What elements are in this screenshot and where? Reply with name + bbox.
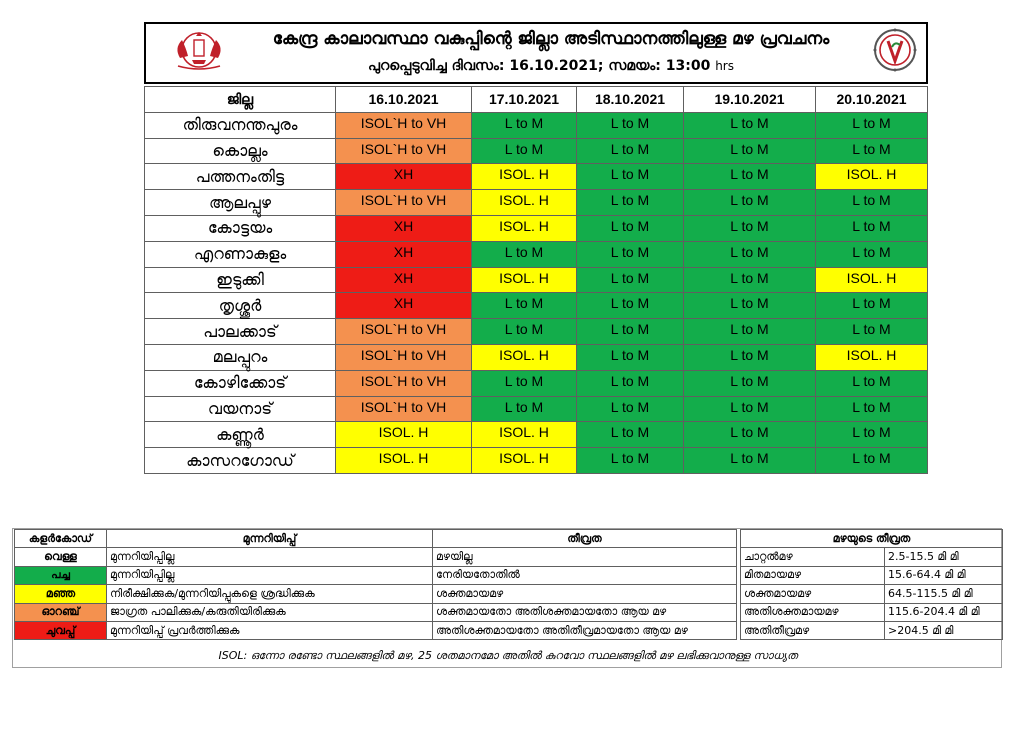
forecast-cell: L to M — [816, 241, 928, 267]
district-name: കാസറഗോഡ് — [145, 448, 336, 474]
forecast-cell: L to M — [816, 138, 928, 164]
forecast-cell: L to M — [577, 422, 684, 448]
legend-row — [15, 621, 737, 639]
forecast-cell: ISOL`H to VH — [336, 344, 472, 370]
forecast-cell: ISOL`H to VH — [336, 138, 472, 164]
forecast-cell: L to M — [577, 164, 684, 190]
intensity-category: അതിതീവ്രമഴ — [741, 621, 885, 639]
legend-color-code: ചുവപ്പ് — [15, 621, 107, 639]
district-row — [145, 422, 928, 448]
date-column-header: 20.10.2021 — [816, 87, 928, 113]
forecast-cell: L to M — [816, 112, 928, 138]
legend-row — [15, 548, 737, 566]
forecast-cell: ISOL. H — [472, 267, 577, 293]
forecast-cell: L to M — [472, 396, 577, 422]
district-name: തിരുവനന്തപുരം — [145, 112, 336, 138]
forecast-cell: L to M — [472, 138, 577, 164]
forecast-cell: L to M — [472, 370, 577, 396]
district-name: മലപ്പുറം — [145, 344, 336, 370]
legend-color-code: വെള്ള — [15, 548, 107, 566]
issue-date-time: പുറപ്പെടുവിച്ച ദിവസം: 16.10.2021; സമയം: 13:00 — [368, 58, 711, 74]
district-row — [145, 164, 928, 190]
intensity-range: 115.6-204.4 മി മി — [885, 603, 1003, 621]
forecast-cell: XH — [336, 241, 472, 267]
intensity-row — [741, 566, 1003, 584]
forecast-cell: L to M — [684, 293, 816, 319]
forecast-cell: L to M — [472, 112, 577, 138]
legend-color-code: ഓറഞ്ച് — [15, 603, 107, 621]
forecast-cell: L to M — [684, 319, 816, 345]
forecast-cell: L to M — [684, 164, 816, 190]
legend-warning: മുന്നറിയിപ്പില്ല — [107, 566, 433, 584]
forecast-cell: ISOL. H — [816, 164, 928, 190]
legend-warning: നിരീക്ഷിക്കുക/മുന്നറിയിപ്പുകളെ ശ്രദ്ധിക്കുക — [107, 585, 433, 603]
forecast-cell: L to M — [816, 190, 928, 216]
intensity-row — [741, 548, 1003, 566]
legend-row — [15, 585, 737, 603]
forecast-cell: L to M — [816, 293, 928, 319]
forecast-cell: L to M — [684, 241, 816, 267]
color-code-legend-table — [14, 529, 737, 640]
intensity-row — [741, 603, 1003, 621]
intensity-row — [741, 621, 1003, 639]
district-name: കോട്ടയം — [145, 215, 336, 241]
district-column-header: ജില്ല — [145, 87, 336, 113]
forecast-cell: L to M — [577, 190, 684, 216]
forecast-cell: XH — [336, 164, 472, 190]
legend-intensity: നേരിയതോതിൽ — [433, 566, 737, 584]
district-name: കണ്ണൂർ — [145, 422, 336, 448]
intensity-range: 2.5-15.5 മി മി — [885, 548, 1003, 566]
forecast-cell: L to M — [816, 448, 928, 474]
forecast-cell: L to M — [577, 344, 684, 370]
forecast-cell: L to M — [577, 448, 684, 474]
forecast-cell: L to M — [577, 112, 684, 138]
forecast-cell: L to M — [472, 319, 577, 345]
legend-color-code: പച്ച — [15, 566, 107, 584]
forecast-cell: ISOL. H — [816, 344, 928, 370]
district-row — [145, 396, 928, 422]
forecast-cell: L to M — [577, 267, 684, 293]
forecast-cell: ISOL`H to VH — [336, 370, 472, 396]
time-unit: hrs — [715, 59, 734, 73]
forecast-cell: ISOL. H — [472, 215, 577, 241]
district-name: എറണാകുളം — [145, 241, 336, 267]
intensity-row — [741, 585, 1003, 603]
forecast-cell: XH — [336, 267, 472, 293]
legend-color-header: കളർകോഡ് — [15, 530, 107, 548]
legend-intensity: മഴയില്ല — [433, 548, 737, 566]
district-name: വയനാട് — [145, 396, 336, 422]
district-row — [145, 267, 928, 293]
date-column-header: 16.10.2021 — [336, 87, 472, 113]
forecast-cell: L to M — [577, 293, 684, 319]
forecast-cell: L to M — [577, 396, 684, 422]
forecast-header-row — [145, 87, 928, 113]
intensity-category: ചാറ്റൽമഴ — [741, 548, 885, 566]
district-forecast-table — [144, 86, 928, 474]
district-name: കൊല്ലം — [145, 138, 336, 164]
intensity-range: >204.5 മി മി — [885, 621, 1003, 639]
forecast-cell: ISOL. H — [816, 267, 928, 293]
district-row — [145, 241, 928, 267]
forecast-cell: L to M — [684, 138, 816, 164]
forecast-cell: L to M — [684, 370, 816, 396]
legend-intensity: അതിശക്തമായതോ അതിതീവ്രമായതോ ആയ മഴ — [433, 621, 737, 639]
intensity-range: 15.6-64.4 മി മി — [885, 566, 1003, 584]
forecast-cell: L to M — [816, 370, 928, 396]
kerala-emblem-icon — [168, 28, 230, 72]
intensity-range: 64.5-115.5 മി മി — [885, 585, 1003, 603]
intensity-category: അതിശക്തമായമഴ — [741, 603, 885, 621]
forecast-cell: L to M — [816, 215, 928, 241]
date-column-header: 18.10.2021 — [577, 87, 684, 113]
isol-footnote: ISOL: ഒന്നോ രണ്ടോ സ്ഥലങ്ങളിൽ മഴ, 25 ശതമാനമോ അതിൽ കുറവോ സ്ഥലങ്ങളിൽ മഴ ലഭിക്കുവാനുള്ള സാധ്യത — [218, 649, 798, 662]
intensity-header-row — [741, 530, 1003, 548]
legend-intensity: ശക്തമായമഴ — [433, 585, 737, 603]
forecast-cell: L to M — [577, 241, 684, 267]
date-column-header: 17.10.2021 — [472, 87, 577, 113]
forecast-cell: L to M — [472, 241, 577, 267]
district-row — [145, 138, 928, 164]
district-name: ഇടുക്കി — [145, 267, 336, 293]
date-column-header: 19.10.2021 — [684, 87, 816, 113]
district-row — [145, 448, 928, 474]
legend-warning: ജാഗ്രത പാലിക്കുക/കരുതിയിരിക്കുക — [107, 603, 433, 621]
forecast-cell: ISOL. H — [472, 164, 577, 190]
legend-row — [15, 603, 737, 621]
district-row — [145, 319, 928, 345]
forecast-cell: ISOL`H to VH — [336, 319, 472, 345]
forecast-cell: L to M — [684, 344, 816, 370]
district-name: പാലക്കാട് — [145, 319, 336, 345]
legend-row — [15, 566, 737, 584]
legend-warning-header: മുന്നറിയിപ്പ് — [107, 530, 433, 548]
legend-intensity: ശക്തമായതോ അതിശക്തമായതോ ആയ മഴ — [433, 603, 737, 621]
forecast-cell: ISOL. H — [472, 422, 577, 448]
district-row — [145, 370, 928, 396]
report-title: കേന്ദ്ര കാലാവസ്ഥാ വകുപ്പിന്റെ ജില്ലാ അടിസ്ഥാനത്തിലുള്ള മഴ പ്രവചനം — [272, 29, 830, 49]
forecast-cell: L to M — [684, 422, 816, 448]
forecast-cell: L to M — [684, 190, 816, 216]
forecast-cell: L to M — [684, 396, 816, 422]
forecast-cell: ISOL. H — [472, 190, 577, 216]
district-row — [145, 112, 928, 138]
district-row — [145, 293, 928, 319]
forecast-cell: L to M — [577, 215, 684, 241]
intensity-header: മഴയുടെ തീവ്രത — [741, 530, 1003, 548]
forecast-cell: L to M — [577, 319, 684, 345]
forecast-cell: ISOL. H — [336, 448, 472, 474]
legend-intensity-header: തീവ്രത — [433, 530, 737, 548]
forecast-cell: L to M — [472, 293, 577, 319]
intensity-category: ശക്തമായമഴ — [741, 585, 885, 603]
rain-intensity-table — [740, 529, 1003, 640]
forecast-cell: L to M — [577, 138, 684, 164]
forecast-cell: ISOL. H — [472, 344, 577, 370]
legend-header-row — [15, 530, 737, 548]
forecast-cell: L to M — [816, 422, 928, 448]
legend-color-code: മഞ്ഞ — [15, 585, 107, 603]
forecast-cell: ISOL. H — [472, 448, 577, 474]
issue-line — [236, 58, 866, 74]
imd-logo-icon — [872, 27, 918, 73]
forecast-cell: ISOL`H to VH — [336, 190, 472, 216]
forecast-cell: XH — [336, 293, 472, 319]
forecast-cell: L to M — [684, 448, 816, 474]
forecast-cell: L to M — [684, 112, 816, 138]
district-name: പത്തനംതിട്ട — [145, 164, 336, 190]
forecast-cell: XH — [336, 215, 472, 241]
district-name: തൃശ്ശൂർ — [145, 293, 336, 319]
legend-warning: മുന്നറിയിപ്പില്ല — [107, 548, 433, 566]
district-row — [145, 215, 928, 241]
forecast-cell: L to M — [684, 267, 816, 293]
district-row — [145, 190, 928, 216]
district-name: ആലപ്പുഴ — [145, 190, 336, 216]
forecast-cell: L to M — [816, 396, 928, 422]
district-row — [145, 344, 928, 370]
intensity-category: മിതമായമഴ — [741, 566, 885, 584]
report-header — [144, 22, 928, 84]
forecast-cell: L to M — [816, 319, 928, 345]
district-name: കോഴിക്കോട് — [145, 370, 336, 396]
legend-warning: മുന്നറിയിപ്പ് പ്രവർത്തിക്കുക — [107, 621, 433, 639]
forecast-cell: L to M — [577, 370, 684, 396]
forecast-cell: ISOL. H — [336, 422, 472, 448]
forecast-cell: ISOL`H to VH — [336, 112, 472, 138]
forecast-cell: L to M — [684, 215, 816, 241]
forecast-cell: ISOL`H to VH — [336, 396, 472, 422]
